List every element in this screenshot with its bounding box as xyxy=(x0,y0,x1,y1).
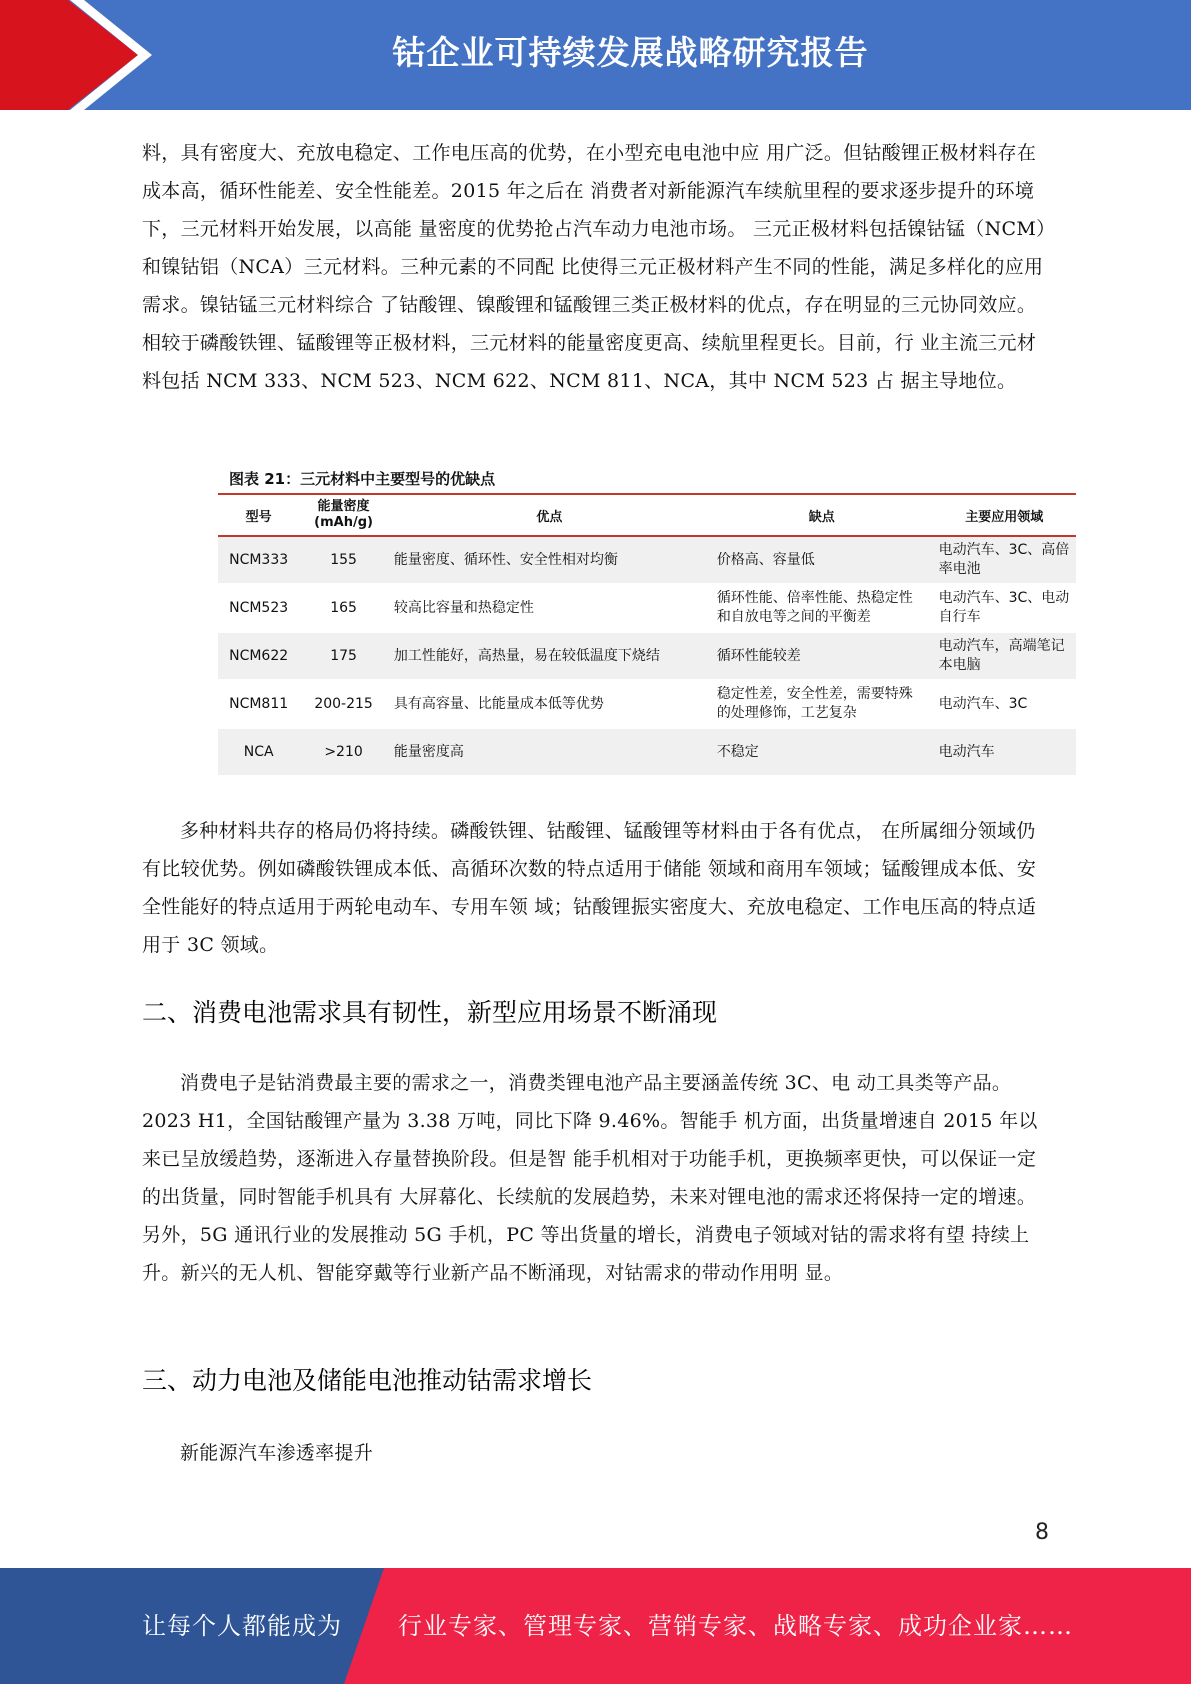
ternary-materials-table xyxy=(218,493,1076,777)
cell-pros: 加工性能好，高热量，易在较低温度下烧结 xyxy=(393,647,660,664)
cell-cons: 不稳定 xyxy=(716,743,759,760)
cell-model: NCM333 xyxy=(229,551,289,568)
body-paragraph-2: 多种材料共存的格局仍将持续。磷酸铁锂、钴酸锂、锰酸锂等材料由于各有优点， 在所属细分领域仍有比较优势。例如磷酸铁锂成本低、高循环次数的特点适用于储能 领域和商用车领域；锰酸锂成本低、安全性能好的特点适用于两轮电动车、专用车领 域；钴酸锂振实密度大、充放电稳定、工作电压高的特点适用于 3C 领域。 xyxy=(142,820,1037,956)
column-header-energy-unit: (mAh/g) xyxy=(314,515,373,530)
page-number: 8 xyxy=(1035,1520,1049,1545)
cell-cons: 稳定性差，安全性差，需要特殊的处理修饰，工艺复杂 xyxy=(716,686,913,721)
cell-applications: 电动汽车，高端笔记本电脑 xyxy=(938,638,1065,673)
page-footer xyxy=(0,1568,1191,1684)
cell-pros: 较高比容量和热稳定性 xyxy=(393,599,534,616)
column-header-cons: 缺点 xyxy=(808,509,835,525)
cell-applications: 电动汽车、3C、高倍率电池 xyxy=(938,542,1070,577)
cell-pros: 能量密度、循环性、安全性相对均衡 xyxy=(393,551,618,568)
table-row xyxy=(218,632,1076,680)
table-row xyxy=(218,536,1076,584)
footer-slogan-right: 行业专家、管理专家、营销专家、战略专家、成功企业家…… xyxy=(398,1612,1073,1640)
header-red-arrow-decoration xyxy=(0,0,150,110)
cell-cons: 循环性能、倍率性能、热稳定性和自放电等之间的平衡差 xyxy=(716,590,913,625)
figure-title: 图表 21：三元材料中主要型号的优缺点 xyxy=(229,470,496,488)
column-header-pros: 优点 xyxy=(536,509,563,525)
cell-energy: 175 xyxy=(330,647,357,664)
column-header-energy-density xyxy=(299,494,388,536)
cell-model: NCA xyxy=(243,743,274,760)
cell-pros: 能量密度高 xyxy=(393,743,464,760)
cell-applications: 电动汽车、3C xyxy=(938,695,1028,712)
table-header-row xyxy=(218,494,1076,536)
cell-pros: 具有高容量、比能量成本低等优势 xyxy=(393,695,604,712)
report-title: 钴企业可持续发展战略研究报告 xyxy=(392,33,869,72)
section-heading-2: 二、消费电池需求具有韧性，新型应用场景不断涌现 xyxy=(142,998,718,1027)
cell-model: NCM523 xyxy=(229,599,289,616)
cell-energy: 155 xyxy=(330,551,357,568)
column-header-model: 型号 xyxy=(245,509,272,525)
table-row xyxy=(218,584,1076,632)
page-header xyxy=(0,0,1191,110)
body-paragraph-3: 消费电子是钴消费最主要的需求之一，消费类锂电池产品主要涵盖传统 3C、电 动工具类等产品。2023 H1，全国钴酸锂产量为 3.38 万吨，同比下降 9.46%。智能手 机方面，出货量增速自 2015 年以来已呈放缓趋势，逐渐进入存量替换阶段。但是智 能手机相对于功能手机，更换频率更快，可以保证一定的出货量，同时智能手机具有 大屏幕化、长续航的发展趋势，未来对锂电池的需求还将保持一定的增速。另外，5G 通讯行业的发展推动 5G 手机，PC 等出货量的增长，消费电子领域对钴的需求将有望 持续上升。新兴的无人机、智能穿戴等行业新产品不断涌现，对钴需求的带动作用明 显。 xyxy=(142,1072,1038,1284)
body-paragraph-1: 料，具有密度大、充放电稳定、工作电压高的优势，在小型充电电池中应 用广泛。但钴酸锂正极材料存在成本高，循环性能差、安全性能差。2015 年之后在 消费者对新能源汽车续航里程的要求逐步提升的环境下，三元材料开始发展，以高能 量密度的优势抢占汽车动力电池市场。 三元正极材料包括镍钴锰（NCM）和镍钴铝（NCA）三元材料。三种元素的不同配 比使得三元正极材料产生不同的性能，满足多样化的应用需求。镍钴锰三元材料综合 了钴酸锂、镍酸锂和锰酸锂三类正极材料的优点，存在明显的三元协同效应。相较于磷酸铁锂、锰酸锂等正极材料，三元材料的能量密度更高、续航里程更长。目前，行 业主流三元材料包括 NCM 333、NCM 523、NCM 622、NCM 811、NCA，其中 NCM 523 占 据主导地位。 xyxy=(142,142,1046,392)
table-row xyxy=(218,728,1076,776)
cell-model: NCM811 xyxy=(229,695,289,712)
column-header-applications: 主要应用领域 xyxy=(965,509,1044,525)
table-row xyxy=(218,680,1076,728)
cell-applications: 电动汽车、3C、电动自行车 xyxy=(938,590,1070,625)
cell-cons: 循环性能较差 xyxy=(716,647,801,664)
cell-energy: 200-215 xyxy=(314,695,373,712)
body-paragraph-4: 新能源汽车渗透率提升 xyxy=(180,1442,374,1464)
cell-energy: >210 xyxy=(324,743,363,760)
section-heading-3: 三、动力电池及储能电池推动钴需求增长 xyxy=(142,1366,593,1395)
cell-model: NCM622 xyxy=(229,647,289,664)
footer-slogan-left: 让每个人都能成为 xyxy=(142,1612,342,1640)
cell-cons: 价格高、容量低 xyxy=(716,551,815,568)
cell-energy: 165 xyxy=(330,599,357,616)
column-header-energy-label: 能量密度 xyxy=(317,499,370,514)
cell-applications: 电动汽车 xyxy=(938,743,995,760)
